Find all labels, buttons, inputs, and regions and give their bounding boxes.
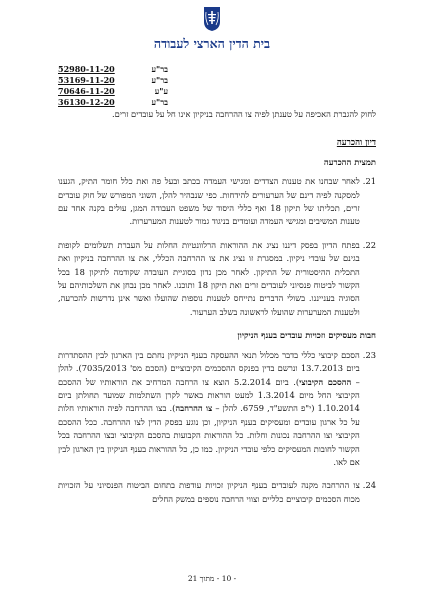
paragraph-21 xyxy=(58,175,376,229)
page-footer: - 10 - מתוך 21 xyxy=(187,574,237,583)
paragraph-number: 22. xyxy=(362,239,376,250)
sub-heading: תמצית ההכרעה xyxy=(323,156,376,167)
case-prefix: בר"ע xyxy=(151,75,168,85)
document-body xyxy=(58,108,376,516)
paragraph-text: בפתח הדיון בפסק דיננו נציג את ההוראות הרלוונטיות החלות על העברת תשלומים לקופות בגינם של עובדי ניקיון. במסגרת זו נציג את צו ההרחבה הכללי, את צו ההרחבה בניקיון ואת התכלית ההיסטורית של התיקון. לאחר מכן נדון בסוגיית העובדה שקודמה לתיקון 18 בכל הקשור לביטוח פנסיוני לעובדים זרים ואת תיקון 18 ותוכנו. לאחר מכן נבחן את השלכותיהם על הסוגיה בענייננו. בשולי הדברים נתייחס לטענות נוספות שהועלו ואשר אינן נדרשות להכרעה, ולטענות המערערות שהועלו לראשונה בשלב הערעור. xyxy=(58,239,360,317)
text-run: ). בצו ההרחבה לפיה הוראותיו חלות על כל ארגון עובדים ומעסיקים בענף הניקיון, וכן נוגע בפסק הדין לצו ההרחבה. ככל ההסכם הקיבוצי וצו ההרחבה נכונות וחלות. כל ההוראות הקבועות בהסכם הקיבוצי ובצו ההרחבה בכל הקשור לחובות המעסיקים כלפי עובדי הניקיון. כמו כן, כל ההוראות בענף הניקיון בין הארגון לבין אם לאו. xyxy=(58,403,360,467)
sub-heading: חבות מעסיקים וזכויות עובדים בענף הניקיון xyxy=(237,330,376,341)
section-heading: דיון והכרעה xyxy=(336,138,376,149)
court-name: בית הדין הארצי לעבודה xyxy=(153,36,271,51)
case-line xyxy=(58,86,168,97)
paragraph-text: צו ההרחבה מקנה לעובדים בענף הניקיון זכויות עודפות בתחום הביטוח הפנסיוני על הזכויות מכוח הסכמים קיבוציים כלליים וצווי הרחבה נוספים במשק החלים xyxy=(58,480,360,504)
case-number: 53169-11-20 xyxy=(58,75,115,85)
case-number: 70646-11-20 xyxy=(58,86,115,96)
case-prefix: ע"ע xyxy=(154,86,168,96)
case-prefix: בר"ע xyxy=(151,64,168,74)
intro-paragraph: לחוק להגברת האכיפה על טענתן לפיה צו ההרחבה בניקיון אינו חל על עובדים זרים. xyxy=(112,109,376,119)
text-run: ). ביום 5.2.2014 הוצא צו הרחבה המרחיב את הוראותיו של ההסכם הקיבוצי החל מיום 1.3.2014 למעט הוראות באשר לקרן השתלמות שמועד תחולתן ביום 1.10.2014 (י"פ התשע"ד, 6759. להלן – xyxy=(58,376,360,414)
paragraph-22 xyxy=(58,239,376,319)
paragraph-number: 23. xyxy=(362,349,376,360)
case-line xyxy=(58,75,168,86)
text-run: הסכם קיבוצי כללי בדבר מכלול תנאי ההעסקה בענף הניקיון נחתם בין הארגון לבין ההסתדרות ביום 13.7.2013 ונרשם בדין בפנקס ההסכמים הקיבוציים (הסכם מס' 7035/2013). להלן – xyxy=(58,349,360,387)
paragraph-number: 21. xyxy=(362,176,376,187)
case-prefix: בר"ע xyxy=(151,97,168,107)
case-numbers xyxy=(58,64,168,108)
paragraph-text: לאחר שבחנו את טענות הצדדים ומגישי העמדה בכתב ובעל פה ואת כלל חומר התיק, הגענו למסקנה לפיה דינם של הערעורים להידחות. כפי שנבהיר להלן, השוני המפורש של חוק עובדים זרים, תכליתו של תיקון 18 ואף כללי היסוד של משפט העבודה המגן, עולים בקנה אחד עם טענות המשיבים ומגישי העמדה ועומדים בניגוד גמור לטענות המערערות. xyxy=(58,176,360,227)
paragraph-number: 24. xyxy=(362,480,376,491)
defined-term: צו ההרחבה xyxy=(175,403,213,414)
case-number: 36130-12-20 xyxy=(58,97,115,107)
state-emblem-icon xyxy=(202,6,222,32)
case-line xyxy=(58,97,168,108)
case-line xyxy=(58,64,168,75)
defined-term: ההסכם הקיבוצי xyxy=(299,376,352,387)
case-number: 52980-11-20 xyxy=(58,64,115,74)
paragraph-23 xyxy=(58,349,376,470)
paragraph-text xyxy=(58,349,360,470)
paragraph-24 xyxy=(58,479,376,506)
